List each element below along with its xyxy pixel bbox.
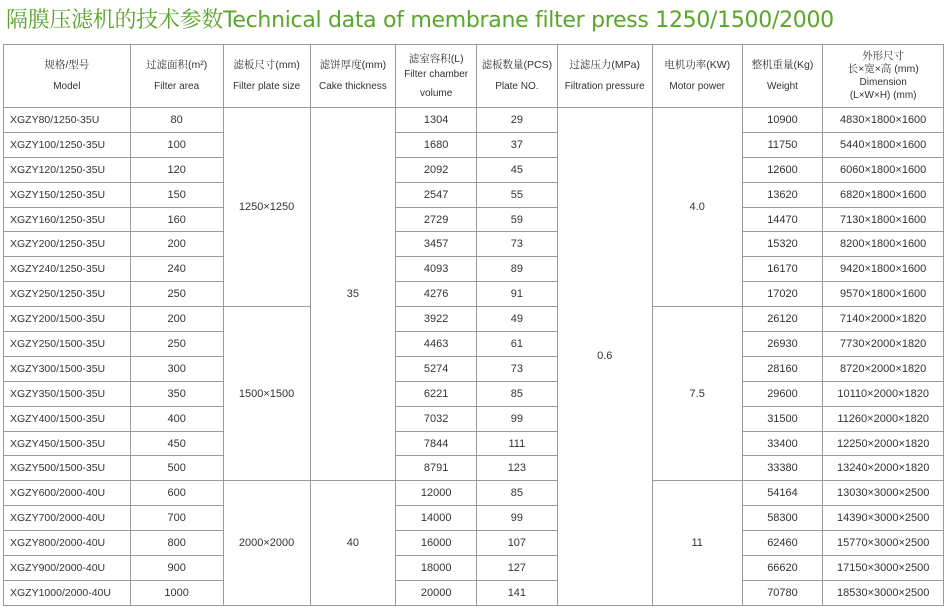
- table-row: [4, 157, 944, 182]
- cell-weight: 14470: [742, 207, 823, 232]
- cell-weight: 66620: [742, 556, 823, 581]
- cell-model: XGZY240/1250-35U: [4, 257, 131, 282]
- cell-dimension: 9420×1800×1600: [823, 257, 944, 282]
- cell-chamber-volume: 6221: [396, 381, 477, 406]
- cell-chamber-volume: 1304: [396, 108, 477, 133]
- cell-plate-number: 127: [477, 556, 558, 581]
- cell-plate-size: 1500×1500: [223, 307, 310, 481]
- cell-model: XGZY200/1250-35U: [4, 232, 131, 257]
- cell-model: XGZY900/2000-40U: [4, 556, 131, 581]
- cell-model: XGZY600/2000-40U: [4, 481, 131, 506]
- cell-plate-number: 99: [477, 506, 558, 531]
- cell-chamber-volume: 4093: [396, 257, 477, 282]
- cell-model: XGZY80/1250-35U: [4, 108, 131, 133]
- cell-chamber-volume: 8791: [396, 456, 477, 481]
- cell-filter-area: 240: [130, 257, 223, 282]
- cell-filter-area: 600: [130, 481, 223, 506]
- cell-weight: 33400: [742, 431, 823, 456]
- cell-plate-number: 49: [477, 307, 558, 332]
- cell-weight: 31500: [742, 406, 823, 431]
- cell-weight: 17020: [742, 282, 823, 307]
- cell-model: XGZY1000/2000-40U: [4, 580, 131, 605]
- table-row: [4, 332, 944, 357]
- table-row: [4, 556, 944, 581]
- header-plate-size: 滤板尺寸(mm) Filter plate size: [223, 45, 310, 108]
- cell-dimension: 7140×2000×1820: [823, 307, 944, 332]
- cell-filter-area: 250: [130, 332, 223, 357]
- cell-filter-area: 400: [130, 406, 223, 431]
- header-cake-thickness: 滤饼厚度(mm) Cake thickness: [310, 45, 396, 108]
- cell-filter-area: 1000: [130, 580, 223, 605]
- table-row: [4, 207, 944, 232]
- header-dimension: 外形尺寸 长×宽×高 (mm) Dimension (L×W×H) (mm): [823, 45, 944, 108]
- technical-data-table: [3, 44, 944, 606]
- cell-plate-number: 45: [477, 157, 558, 182]
- header-filtration-pressure: 过滤压力(MPa) Filtration pressure: [557, 45, 652, 108]
- table-row: [4, 456, 944, 481]
- cell-dimension: 10110×2000×1820: [823, 381, 944, 406]
- cell-chamber-volume: 7032: [396, 406, 477, 431]
- cell-weight: 54164: [742, 481, 823, 506]
- header-chamber-volume: 滤室容积(L) Filter chamber volume: [396, 45, 477, 108]
- cell-dimension: 7730×2000×1820: [823, 332, 944, 357]
- cell-dimension: 11260×2000×1820: [823, 406, 944, 431]
- cell-dimension: 5440×1800×1600: [823, 132, 944, 157]
- cell-weight: 58300: [742, 506, 823, 531]
- cell-chamber-volume: 4276: [396, 282, 477, 307]
- cell-weight: 33380: [742, 456, 823, 481]
- table-row: [4, 257, 944, 282]
- table-row: [4, 132, 944, 157]
- cell-filter-area: 900: [130, 556, 223, 581]
- cell-model: XGZY450/1500-35U: [4, 431, 131, 456]
- header-model: 规格/型号 Model: [4, 45, 131, 108]
- cell-plate-number: 59: [477, 207, 558, 232]
- table-header-row: [4, 45, 944, 108]
- cell-plate-number: 91: [477, 282, 558, 307]
- cell-plate-number: 61: [477, 332, 558, 357]
- cell-dimension: 15770×3000×2500: [823, 531, 944, 556]
- cell-dimension: 13240×2000×1820: [823, 456, 944, 481]
- table-row: [4, 506, 944, 531]
- cell-weight: 11750: [742, 132, 823, 157]
- cell-filter-area: 350: [130, 381, 223, 406]
- cell-chamber-volume: 7844: [396, 431, 477, 456]
- cell-dimension: 12250×2000×1820: [823, 431, 944, 456]
- cell-filter-area: 120: [130, 157, 223, 182]
- cell-weight: 26120: [742, 307, 823, 332]
- cell-model: XGZY350/1500-35U: [4, 381, 131, 406]
- cell-chamber-volume: 12000: [396, 481, 477, 506]
- cell-weight: 12600: [742, 157, 823, 182]
- cell-filter-area: 700: [130, 506, 223, 531]
- cell-filter-area: 200: [130, 232, 223, 257]
- table-row: [4, 531, 944, 556]
- cell-filter-area: 300: [130, 356, 223, 381]
- cell-dimension: 6820×1800×1600: [823, 182, 944, 207]
- cell-weight: 26930: [742, 332, 823, 357]
- cell-filter-area: 450: [130, 431, 223, 456]
- cell-chamber-volume: 16000: [396, 531, 477, 556]
- cell-plate-number: 99: [477, 406, 558, 431]
- cell-weight: 62460: [742, 531, 823, 556]
- cell-model: XGZY160/1250-35U: [4, 207, 131, 232]
- cell-plate-number: 29: [477, 108, 558, 133]
- cell-dimension: 4830×1800×1600: [823, 108, 944, 133]
- cell-filter-area: 150: [130, 182, 223, 207]
- header-weight: 整机重量(Kg) Weight: [742, 45, 823, 108]
- cell-chamber-volume: 2547: [396, 182, 477, 207]
- table-row: [4, 232, 944, 257]
- cell-plate-number: 89: [477, 257, 558, 282]
- cell-chamber-volume: 4463: [396, 332, 477, 357]
- cell-plate-number: 73: [477, 356, 558, 381]
- cell-model: XGZY400/1500-35U: [4, 406, 131, 431]
- cell-chamber-volume: 20000: [396, 580, 477, 605]
- cell-filter-area: 800: [130, 531, 223, 556]
- cell-model: XGZY200/1500-35U: [4, 307, 131, 332]
- cell-dimension: 8720×2000×1820: [823, 356, 944, 381]
- cell-plate-number: 111: [477, 431, 558, 456]
- cell-dimension: 18530×3000×2500: [823, 580, 944, 605]
- cell-motor-power: 7.5: [652, 307, 742, 481]
- cell-chamber-volume: 18000: [396, 556, 477, 581]
- header-plate-number: 滤板数量(PCS) Plate NO.: [477, 45, 558, 108]
- table-row: [4, 406, 944, 431]
- cell-plate-number: 123: [477, 456, 558, 481]
- cell-model: XGZY250/1250-35U: [4, 282, 131, 307]
- cell-dimension: 9570×1800×1600: [823, 282, 944, 307]
- page-title: 隔膜压滤机的技术参数Technical data of membrane filter press 1250/1500/2000: [6, 8, 834, 33]
- table-row: [4, 431, 944, 456]
- cell-filter-area: 250: [130, 282, 223, 307]
- cell-filtration-pressure: 0.6: [557, 108, 652, 606]
- cell-chamber-volume: 3922: [396, 307, 477, 332]
- table-row: [4, 108, 944, 133]
- table-row: [4, 282, 944, 307]
- cell-cake-thickness: 35: [310, 108, 396, 481]
- table-row: [4, 580, 944, 605]
- cell-weight: 13620: [742, 182, 823, 207]
- cell-filter-area: 160: [130, 207, 223, 232]
- table-row: [4, 356, 944, 381]
- cell-model: XGZY100/1250-35U: [4, 132, 131, 157]
- cell-weight: 28160: [742, 356, 823, 381]
- cell-filter-area: 200: [130, 307, 223, 332]
- header-motor-power: 电机功率(KW) Motor power: [652, 45, 742, 108]
- cell-filter-area: 80: [130, 108, 223, 133]
- cell-chamber-volume: 2729: [396, 207, 477, 232]
- cell-model: XGZY300/1500-35U: [4, 356, 131, 381]
- cell-plate-number: 85: [477, 381, 558, 406]
- cell-weight: 15320: [742, 232, 823, 257]
- cell-dimension: 14390×3000×2500: [823, 506, 944, 531]
- table-row: [4, 307, 944, 332]
- cell-chamber-volume: 2092: [396, 157, 477, 182]
- cell-model: XGZY800/2000-40U: [4, 531, 131, 556]
- cell-model: XGZY250/1500-35U: [4, 332, 131, 357]
- cell-dimension: 6060×1800×1600: [823, 157, 944, 182]
- cell-plate-number: 141: [477, 580, 558, 605]
- cell-dimension: 13030×3000×2500: [823, 481, 944, 506]
- cell-plate-number: 55: [477, 182, 558, 207]
- cell-motor-power: 11: [652, 481, 742, 605]
- cell-weight: 10900: [742, 108, 823, 133]
- cell-plate-number: 37: [477, 132, 558, 157]
- cell-cake-thickness: 40: [310, 481, 396, 605]
- cell-model: XGZY700/2000-40U: [4, 506, 131, 531]
- cell-chamber-volume: 3457: [396, 232, 477, 257]
- cell-weight: 70780: [742, 580, 823, 605]
- cell-filter-area: 500: [130, 456, 223, 481]
- cell-plate-size: 1250×1250: [223, 108, 310, 307]
- cell-dimension: 7130×1800×1600: [823, 207, 944, 232]
- cell-weight: 29600: [742, 381, 823, 406]
- cell-motor-power: 4.0: [652, 108, 742, 307]
- header-filter-area: 过滤面积(m²) Filter area: [130, 45, 223, 108]
- cell-weight: 16170: [742, 257, 823, 282]
- cell-plate-size: 2000×2000: [223, 481, 310, 605]
- table-row: [4, 481, 944, 506]
- cell-chamber-volume: 5274: [396, 356, 477, 381]
- cell-model: XGZY150/1250-35U: [4, 182, 131, 207]
- cell-plate-number: 85: [477, 481, 558, 506]
- cell-plate-number: 73: [477, 232, 558, 257]
- cell-model: XGZY120/1250-35U: [4, 157, 131, 182]
- table-row: [4, 182, 944, 207]
- table-row: [4, 381, 944, 406]
- cell-plate-number: 107: [477, 531, 558, 556]
- cell-model: XGZY500/1500-35U: [4, 456, 131, 481]
- cell-chamber-volume: 1680: [396, 132, 477, 157]
- cell-dimension: 8200×1800×1600: [823, 232, 944, 257]
- cell-chamber-volume: 14000: [396, 506, 477, 531]
- cell-dimension: 17150×3000×2500: [823, 556, 944, 581]
- cell-filter-area: 100: [130, 132, 223, 157]
